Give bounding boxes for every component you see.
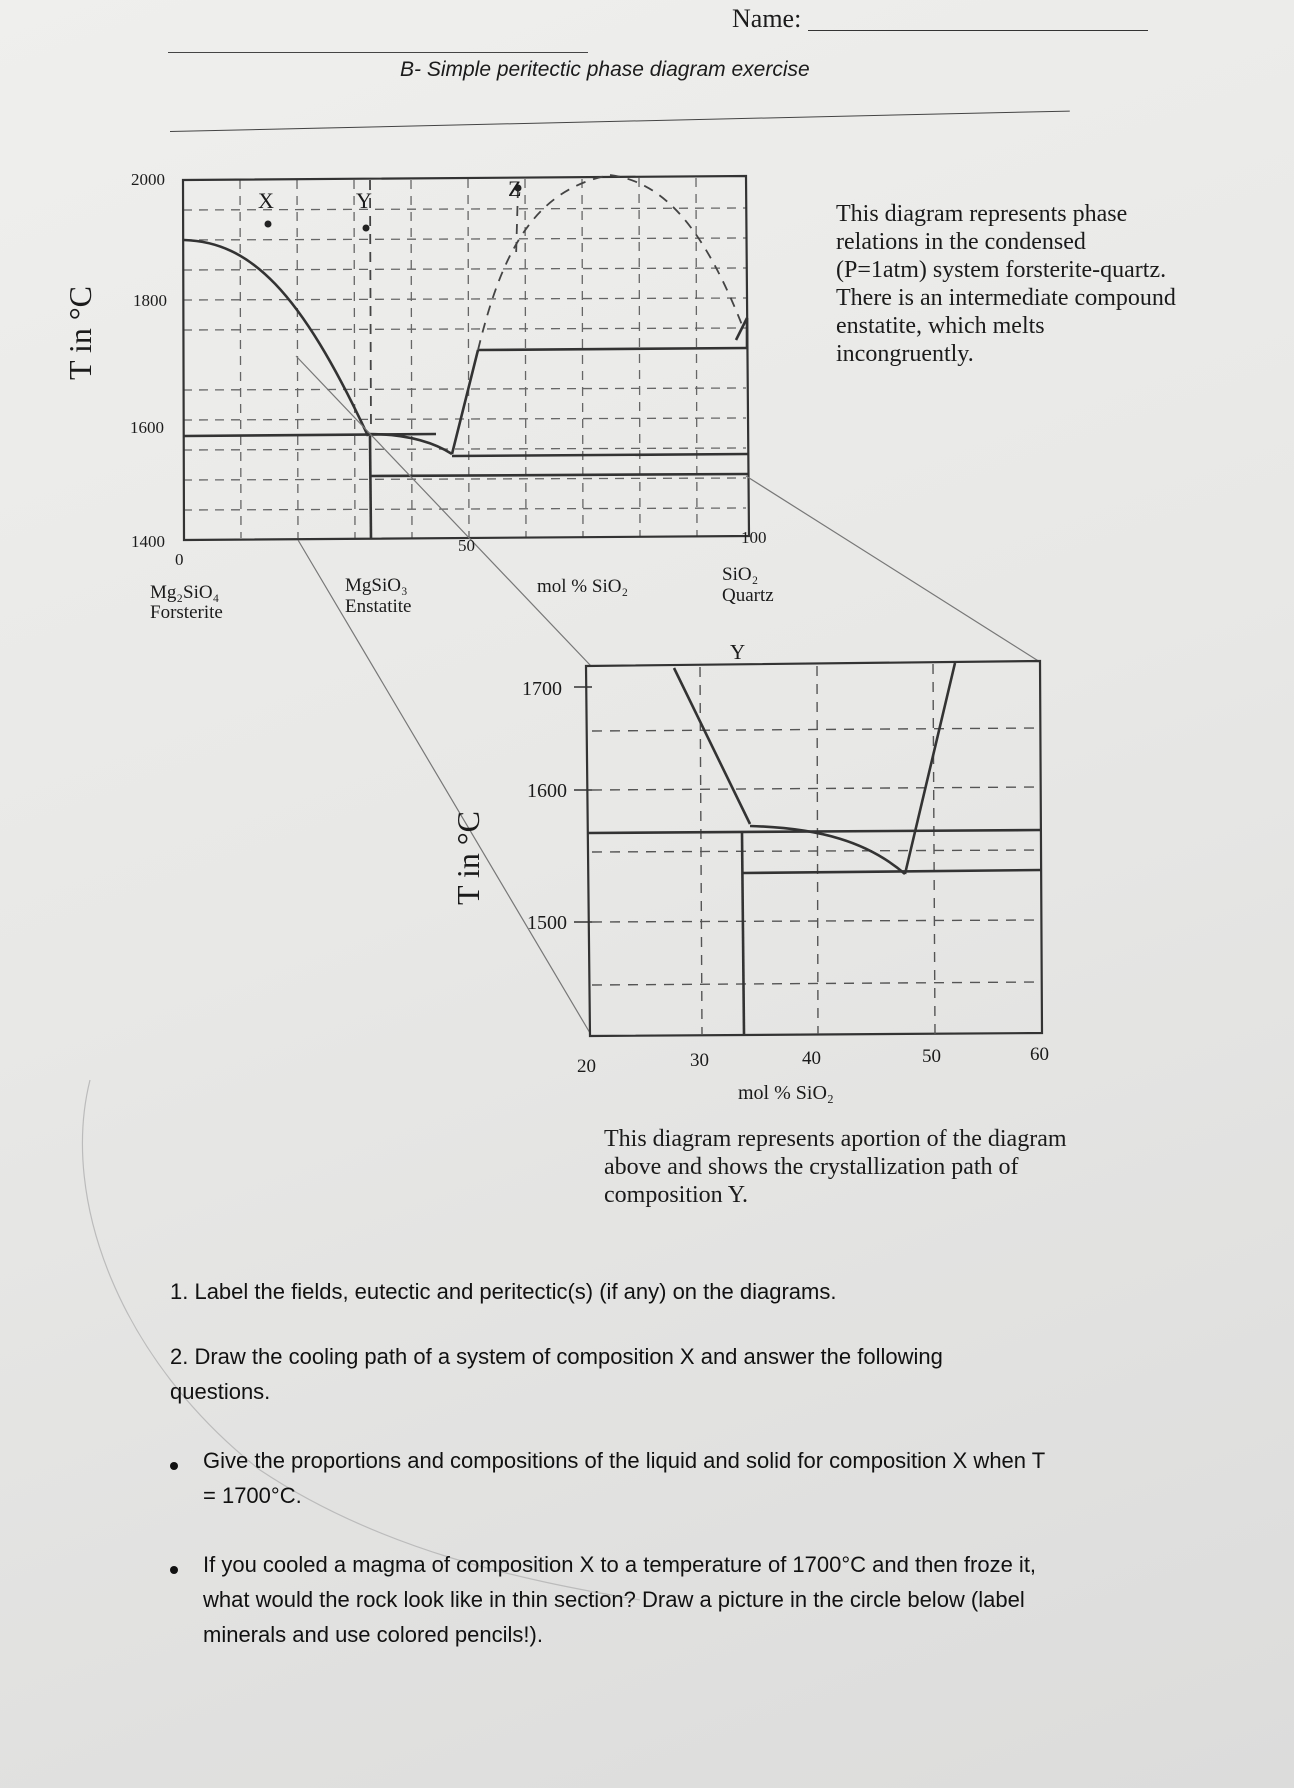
- bullet-1-icon: [170, 1462, 178, 1470]
- enstatite-label: Enstatite: [345, 596, 412, 617]
- main-x-tick-100: 100: [741, 528, 767, 547]
- main-diagram-description: This diagram represents phase relations in the condensed (P=1atm) system forsterite-quartz. There is an intermediate compound enstatite, which melts incongruently.: [836, 201, 1176, 367]
- bullet-1-line-1: Give the proportions and compositions of the liquid and solid for composition X when T: [203, 1448, 1046, 1473]
- question-2-line-1: 2. Draw the cooling path of a system of composition X and answer the following: [170, 1344, 943, 1369]
- inset-y-tick-1500: 1500: [527, 912, 567, 934]
- main-x-tick-50: 50: [458, 536, 475, 555]
- forsterite-label: Forsterite: [150, 602, 223, 623]
- question-1: 1. Label the fields, eutectic and peritectic(s) (if any) on the diagrams.: [170, 1279, 837, 1304]
- point-label-x: X: [258, 188, 274, 213]
- bullet-2-line-3: minerals and use colored pencils!).: [203, 1622, 543, 1647]
- inset-y-tick-1600: 1600: [527, 780, 567, 802]
- bullet-1-line-2: = 1700°C.: [203, 1483, 302, 1508]
- main-y-axis-label: T in °C: [62, 286, 98, 380]
- inset-x-tick-40: 40: [802, 1048, 821, 1069]
- main-x-axis-label: mol % SiO₂: [537, 576, 629, 597]
- inset-x-tick-60: 60: [1030, 1044, 1049, 1065]
- name-label: Name:: [732, 4, 802, 33]
- point-label-z: Z: [508, 176, 522, 201]
- quartz-formula: SiO₂: [722, 564, 759, 585]
- inset-grid: [592, 664, 1040, 1034]
- main-y-tick-1400: 1400: [131, 532, 165, 551]
- inset-x-axis-label: mol % SiO₂: [738, 1082, 834, 1104]
- inset-diagram-frame: [574, 661, 1042, 1036]
- main-x-tick-0: 0: [175, 550, 184, 569]
- forsterite-formula: Mg₂SiO₄: [150, 582, 220, 603]
- quartz-label: Quartz: [722, 585, 774, 606]
- page-title: B- Simple peritectic phase diagram exercise: [400, 58, 810, 81]
- main-y-tick-1800: 1800: [133, 291, 167, 310]
- main-y-tick-1600: 1600: [130, 418, 164, 437]
- inset-x-tick-20: 20: [577, 1056, 596, 1077]
- inset-point-label-y: Y: [730, 640, 746, 664]
- question-2-line-2: questions.: [170, 1379, 271, 1404]
- inset-y-axis-label: T in °C: [450, 811, 486, 905]
- inset-x-tick-50: 50: [922, 1046, 941, 1067]
- enstatite-formula: MgSiO₃: [345, 575, 408, 596]
- inset-y-tick-1700: 1700: [522, 678, 562, 700]
- bullet-2-icon: [170, 1566, 178, 1574]
- inset-diagram-description: This diagram represents aportion of the diagram above and shows the crystallization path of composition Y.: [604, 1126, 1067, 1208]
- main-y-tick-2000: 2000: [131, 170, 165, 189]
- bullet-2-line-2: what would the rock look like in thin section? Draw a picture in the circle below (label: [203, 1587, 1025, 1612]
- inset-x-tick-30: 30: [690, 1050, 709, 1071]
- bullet-2-line-1: If you cooled a magma of composition X to a temperature of 1700°C and then froze it,: [203, 1552, 1037, 1577]
- main-grid: [183, 178, 746, 538]
- point-label-y: Y: [356, 188, 372, 213]
